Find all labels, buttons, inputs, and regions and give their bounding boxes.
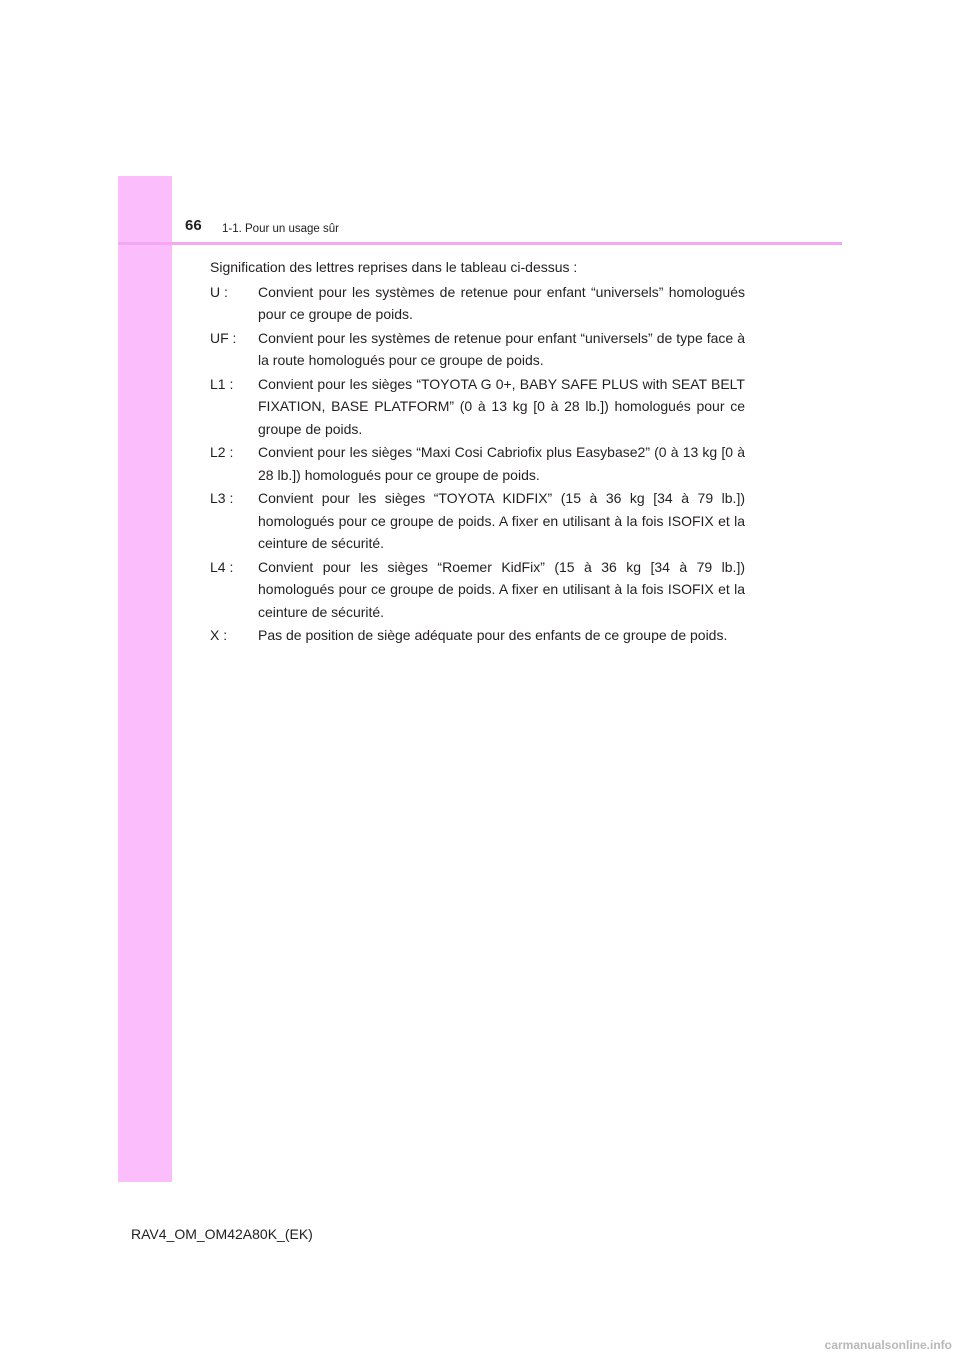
watermark: carmanualsonline.info (824, 1338, 952, 1352)
side-tab-band (118, 176, 172, 1182)
legend-intro: Signification des lettres reprises dans le tableau ci-dessus : (210, 259, 578, 275)
legend-entry-u (210, 281, 745, 326)
legend-entry-l3 (210, 487, 745, 555)
section-title: 1-1. Pour un usage sûr (222, 223, 339, 235)
legend-code: L1 : (210, 375, 234, 392)
legend-description: Pas de position de siège adéquate pour des enfants de ce groupe de poids. (258, 627, 728, 643)
document-id: RAV4_OM_OM42A80K_(EK) (131, 1226, 313, 1242)
legend-entry-l4 (210, 556, 745, 624)
legend-code: U : (210, 283, 228, 300)
legend-content (210, 256, 745, 648)
legend-code: L4 : (210, 558, 234, 575)
legend-entry-uf (210, 327, 745, 372)
legend-description: Convient pour les systèmes de retenue pour enfant “universels” de type face à la route homologués pour ce groupe de poids. (258, 329, 745, 368)
legend-description: Convient pour les sièges “Roemer KidFix” (15 à 36 kg [34 à 79 lb.]) homologués pour ce groupe de poids. A fixer en utilisant à la fois ISOFIX et la ceinture de sécurité. (258, 558, 745, 620)
legend-entry-l1 (210, 373, 745, 441)
header-rule (118, 242, 842, 245)
legend-description: Convient pour les sièges “Maxi Cosi Cabriofix plus Easybase2” (0 à 13 kg [0 à 28 lb.]) homologués pour ce groupe de poids. (258, 444, 745, 483)
legend-code: L3 : (210, 490, 234, 506)
legend-description: Convient pour les systèmes de retenue pour enfant “universels” homologués pour ce groupe de poids. (258, 283, 745, 322)
legend-entry-x (210, 624, 745, 647)
legend-code: L2 : (210, 444, 234, 460)
page-number: 66 (185, 217, 202, 234)
legend-entry-l2 (210, 441, 745, 486)
legend-description: Convient pour les sièges “TOYOTA G 0+, BABY SAFE PLUS with SEAT BELT FIXATION, BASE PLATFORM” (0 à 13 kg [0 à 28 lb.]) homologués pour ce groupe de poids. (258, 375, 745, 437)
legend-code: X : (210, 627, 228, 643)
legend-code: UF : (210, 329, 237, 346)
legend-description: Convient pour les sièges “TOYOTA KIDFIX” (15 à 36 kg [34 à 79 lb.]) homologués pour ce groupe de poids. A fixer en utilisant à la fois ISOFIX et la ceinture de sécurité. (258, 490, 745, 551)
